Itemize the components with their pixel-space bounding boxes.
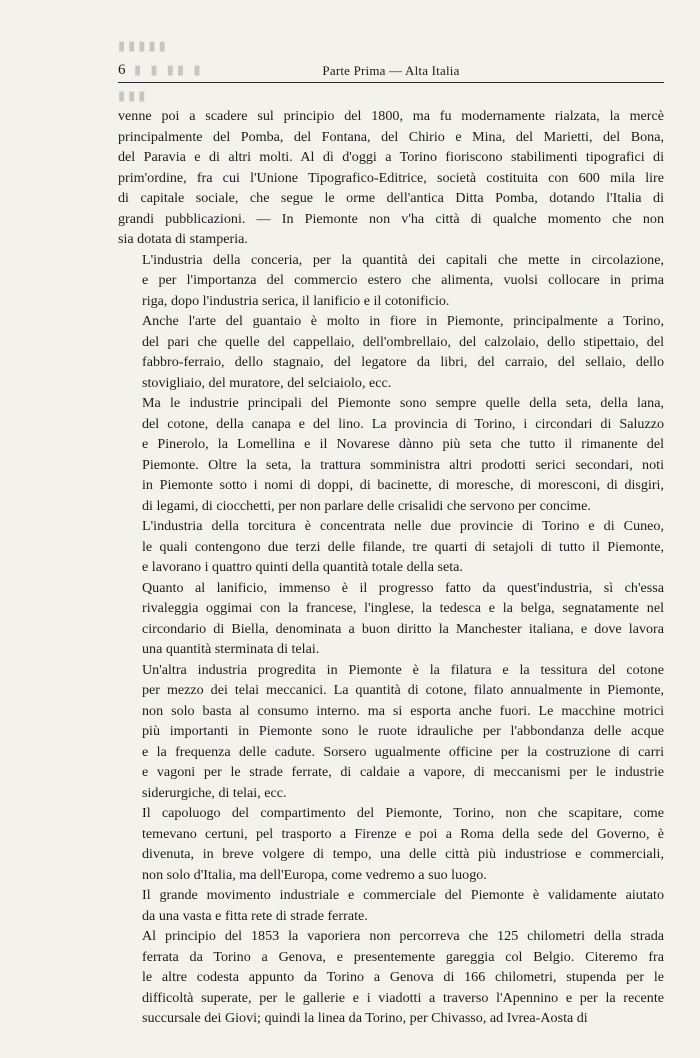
text-line: fabbro-ferraio, dello stagnaio, del legatore da libri, del carraio, del sellaio, dello [142, 354, 664, 370]
text-line: divenuta, in breve volgere di tempo, una delle città più industriose e commerciali, [142, 846, 664, 862]
text-line: le altre codesta appunto da Torino a Genova di 166 chilometri, stupenda per le [142, 969, 664, 985]
text-line: una quantità sterminata di telai. [142, 641, 320, 657]
text-line: le quali contengono due terzi delle filande, tre quarti di setajoli di tutto il Piemonte, [142, 538, 664, 555]
paragraph [118, 885, 664, 926]
text-line: e Pinerolo, la Lomellina e il Novarese dànno più seta che tutto il rimanente del [142, 436, 664, 452]
text-line: Il grande movimento industriale e commerciale del Piemonte è validamente aiutato [142, 887, 664, 903]
page-number: 6 [118, 62, 126, 78]
text-line: non solo basta al consumo interno. ma si esporta anche fuori. Le macchine motrici [142, 702, 664, 719]
text-line: Ma le industrie principali del Piemonte sono sempre quelle della seta, della lana, [142, 395, 664, 411]
body-text [118, 106, 664, 1029]
paragraph [118, 106, 664, 250]
text-line: di legami, di ciocchetti, per non parlare delle crisalidi che servono per concime. [142, 497, 591, 514]
paragraph [118, 250, 664, 312]
page-header [118, 60, 664, 83]
text-line: da una vasta e fitta rete di strade ferrate. [142, 907, 368, 924]
text-line: per mezzo dei telai meccanici. La quantità di cotone, filato annualmente in Piemonte, [142, 682, 664, 698]
bleed-through-mark: ▮▮▮▮▮ [118, 38, 169, 53]
text-line: in Piemonte sotto i nomi di doppi, di bacinette, di moresche, di moresconi, di disgiri, [142, 477, 664, 493]
text-line: più importanti in Piemonte sono le ruote idrauliche per l'abbondanza delle acque [142, 723, 664, 739]
paragraph [118, 578, 664, 660]
text-line: grandi pubblicazioni. — In Piemonte non v'ha città di qualche momento che non [118, 210, 664, 227]
text-line: ferrata da Torino a Genova, e presentemente gareggia col Belgio. Citeremo fra [142, 948, 664, 965]
bleed-through-mark: ▮ ▮ ▮▮ ▮ [134, 62, 204, 77]
text-line: Un'altra industria progredita in Piemonte è la filatura e la tessitura del cotone [142, 661, 664, 678]
text-line: riga, dopo l'industria serica, il lanificio e il cotonificio. [142, 292, 450, 309]
text-line: del cotone, della canapa e del lino. La provincia di Torino, i circondari di Saluzzo [142, 415, 664, 432]
text-line: Anche l'arte del guantaio è molto in fiore in Piemonte, principalmente a Torino, [142, 313, 664, 329]
paragraph [118, 926, 664, 1029]
text-line: Il capoluogo del compartimento del Piemonte, Torino, non che scapitare, come [142, 805, 664, 821]
text-line: e per l'importanza del commercio estero che alimenta, vuolsi collocare in prima [142, 272, 664, 288]
text-line: del Paravia e di altri molti. Al dì d'oggi a Torino fioriscono stabilimenti tipografici di [118, 149, 664, 165]
text-line: Piemonte. Oltre la seta, la trattura somministra altri prodotti serici secondari, noti [142, 456, 664, 473]
bleed-through-mark: ▮▮▮ [118, 88, 149, 103]
paragraph [118, 660, 664, 804]
text-line: e vagoni per le strade ferrate, di caldaie a vapore, di meccanismi per le industrie [142, 764, 664, 780]
text-line: e la frequenza delle cadute. Sorsero ugualmente officine per la costruzione di carri [142, 743, 664, 760]
text-line: di capitale sociale, che segue le orme dell'antica Ditta Pomba, dotando l'Italia di [118, 190, 664, 206]
text-line: L'industria della torcitura è concentrata nelle due provincie di Torino e di Cuneo, [142, 518, 664, 534]
text-line: prim'ordine, fra cui l'Unione Tipografico-Editrice, società costituita con 600 mila lire [118, 169, 664, 186]
text-line: del pari che quelle del cappellaio, dell'ombrellaio, del calzolaio, dello stipettaio, del [142, 333, 664, 350]
paragraph [118, 311, 664, 393]
text-line: Al principio del 1853 la vaporiera non percorreva che 125 chilometri della strada [142, 928, 664, 944]
text-line: Quanto al lanificio, immenso è il progresso fatto da quest'industria, sì ch'essa [142, 579, 664, 596]
running-title: Parte Prima — Alta Italia [322, 63, 460, 78]
text-line: venne poi a scadere sul principio del 1800, ma fu modernamente rialzata, la mercè [118, 108, 664, 124]
text-line: sia dotata di stamperia. [118, 231, 248, 247]
paragraph [118, 803, 664, 885]
paragraph [118, 516, 664, 578]
text-line: non solo d'Italia, ma dell'Europa, come vedremo a suo luogo. [142, 866, 487, 883]
text-line: circondario di Biella, denominata a buon diritto la Manchester italiana, e dove lavora [142, 620, 664, 637]
text-line: temevano certuni, pel trasporto a Firenze e poi a Roma della sede del Governo, è [142, 825, 664, 842]
text-line: e lavorano i quattro quinti della quantità totale della seta. [142, 559, 463, 575]
text-line: stovigliaio, del muratore, del selciaiolo, ecc. [142, 374, 392, 391]
text-line: rivaleggia oggimai con la francese, l'inglese, la tedesca e la belga, segnatamente nel [142, 600, 664, 616]
text-line: siderurgiche, di telai, ecc. [142, 784, 287, 801]
text-line: L'industria della conceria, per la quantità dei capitali che mette in circolazione, [142, 251, 664, 268]
text-line: difficoltà superate, per le gallerie e i viadotti a traverso l'Apennino e per la recente [142, 989, 664, 1006]
paragraph [118, 393, 664, 516]
text-line: principalmente del Pomba, del Fontana, del Chirio e Mina, del Marietti, del Bona, [118, 128, 664, 145]
text-line: succursale dei Giovi; quindi la linea da Torino, per Chivasso, ad Ivrea-Aosta di [142, 1010, 588, 1026]
